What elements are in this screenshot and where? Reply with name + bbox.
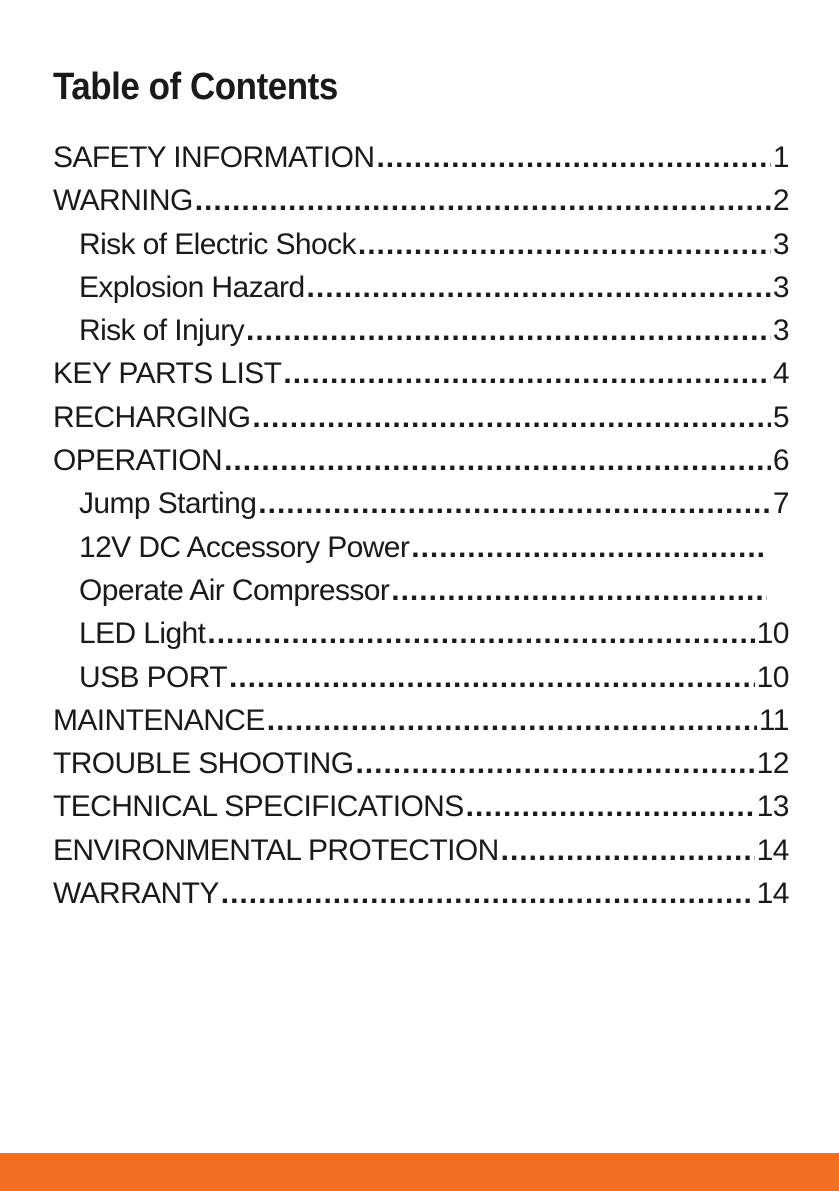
dot-leader (411, 526, 767, 569)
dot-leader (376, 136, 770, 179)
toc-entry-page: 14 (756, 833, 789, 867)
toc-entry[interactable] (53, 266, 789, 309)
toc-entry[interactable] (53, 612, 789, 655)
toc-entry-label: 12V DC Accessory Power (79, 530, 410, 564)
page-title: Table of Contents (53, 66, 338, 108)
toc-entry[interactable] (53, 742, 789, 785)
dot-leader (267, 699, 757, 742)
toc-entry[interactable] (53, 656, 789, 699)
dot-leader (283, 352, 770, 395)
dot-leader (221, 872, 755, 915)
toc-entry[interactable] (53, 829, 789, 872)
toc-entry-label: TECHNICAL SPECIFICATIONS (53, 790, 464, 824)
toc-entry-label: Risk of Injury (79, 314, 244, 348)
toc-entry-page: 4 (772, 357, 789, 391)
toc-entry-page: 3 (772, 314, 789, 348)
toc-entry[interactable] (53, 872, 789, 915)
dot-leader (358, 223, 771, 266)
toc-entry-label: ENVIRONMENTAL PROTECTION (53, 833, 499, 867)
toc-entry-label: KEY PARTS LIST (53, 357, 282, 391)
footer-accent-bar (0, 1153, 839, 1191)
toc-entry[interactable] (53, 223, 789, 266)
toc-entry-page: 11 (758, 703, 789, 737)
toc-entry-label: SAFETY INFORMATION (53, 141, 375, 174)
toc-entry-page: 10 (756, 660, 789, 694)
dot-leader (229, 656, 755, 699)
toc-entry[interactable] (53, 785, 789, 828)
toc-entry-label: Risk of Electric Shock (79, 227, 356, 261)
toc-entry-label: USB PORT (79, 660, 228, 694)
toc-entry-page: 14 (756, 877, 789, 911)
dot-leader (501, 829, 755, 872)
toc-entry-page: 12 (756, 747, 789, 781)
dot-leader (258, 482, 771, 525)
toc-entry-page: 3 (772, 270, 789, 304)
toc-entry[interactable] (53, 569, 789, 612)
toc-entry-label: TROUBLE SHOOTING (53, 747, 354, 781)
toc-entry[interactable] (53, 179, 789, 222)
toc-entry-label: WARNING (53, 184, 193, 218)
dot-leader (307, 266, 771, 309)
dot-leader (207, 612, 754, 655)
toc-entry-label: RECHARGING (53, 400, 251, 434)
toc-entry-label: LED Light (79, 617, 206, 651)
dot-leader (355, 742, 754, 785)
toc-entry-label: Explosion Hazard (79, 270, 305, 304)
toc-entry[interactable] (53, 699, 789, 742)
toc-entry[interactable] (53, 482, 789, 525)
toc-entry-page: 10 (756, 617, 789, 651)
dot-leader (252, 396, 770, 439)
dot-leader (246, 309, 771, 352)
toc-entry-label: MAINTENANCE (53, 703, 265, 737)
toc-entry-label: Jump Starting (79, 487, 257, 521)
dot-leader (195, 179, 771, 222)
toc-entry[interactable] (53, 526, 789, 569)
table-of-contents (53, 136, 789, 915)
toc-entry-label: Operate Air Compressor (79, 573, 390, 607)
toc-entry-page: 3 (772, 227, 789, 261)
toc-entry-page: 13 (756, 790, 789, 824)
toc-entry-page: 2 (772, 184, 789, 218)
toc-entry-page: 6 (772, 444, 789, 478)
toc-entry-page: 7 (772, 487, 789, 521)
dot-leader (391, 569, 767, 612)
toc-entry[interactable] (53, 439, 789, 482)
toc-entry[interactable] (53, 396, 789, 439)
dot-leader (224, 439, 771, 482)
toc-entry-page: 5 (772, 400, 789, 434)
toc-entry[interactable] (53, 309, 789, 352)
toc-entry[interactable] (53, 352, 789, 395)
toc-entry-page: 1 (772, 141, 789, 174)
toc-entry-label: OPERATION (53, 444, 223, 478)
dot-leader (466, 785, 755, 828)
toc-entry-label: WARRANTY (53, 877, 219, 911)
toc-entry[interactable] (53, 136, 789, 179)
